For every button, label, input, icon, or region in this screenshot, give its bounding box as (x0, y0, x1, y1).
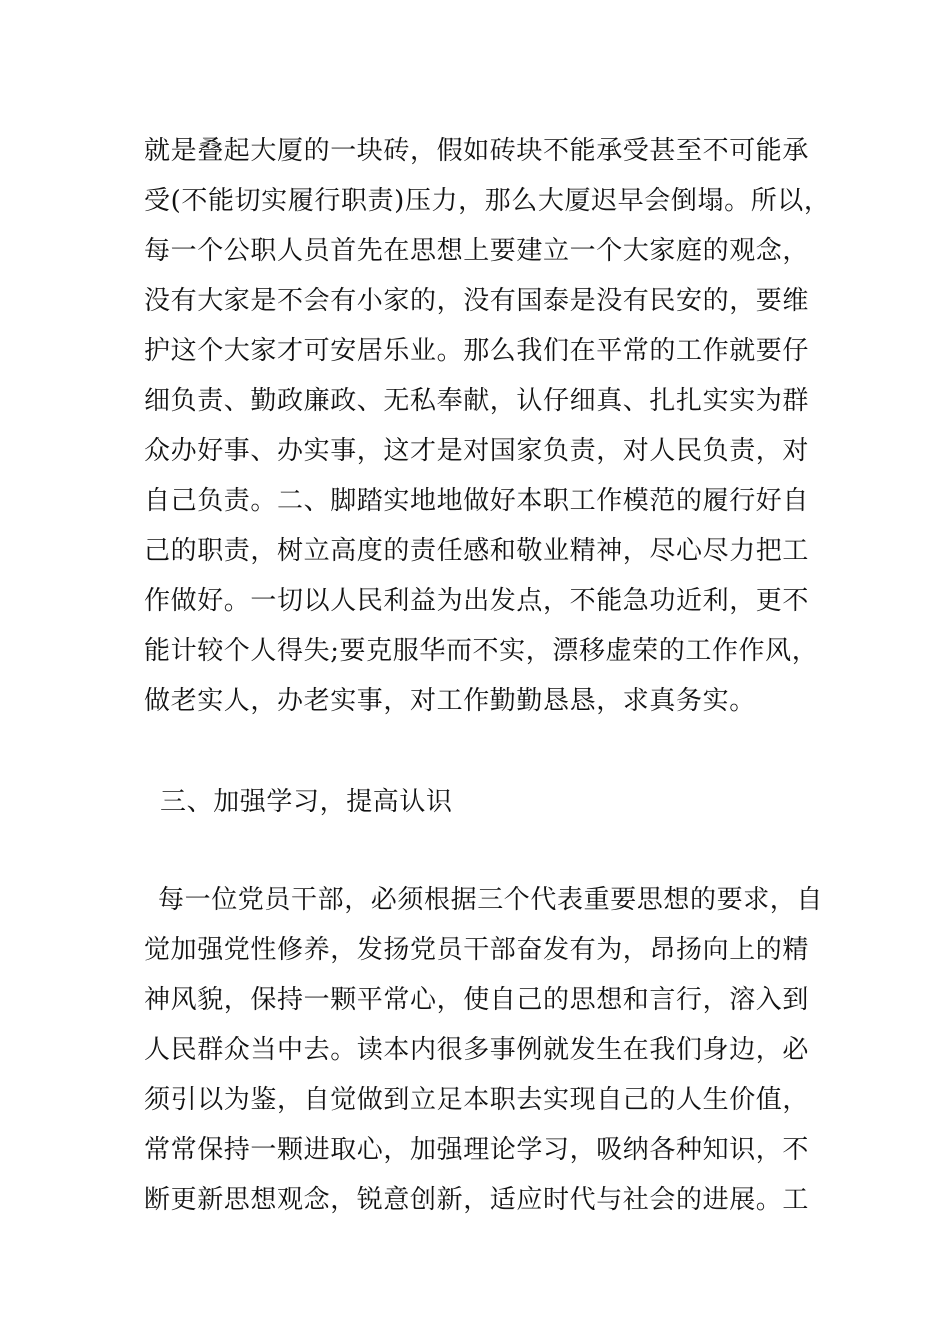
body-text-line: 神风貌，保持一颗平常心，使自己的思想和言行，溶入到 (144, 985, 810, 1015)
body-text-line: 人民群众当中去。读本内很多事例就发生在我们身边，必 (144, 1035, 810, 1065)
body-text-line: 自己负责。二、脚踏实地地做好本职工作模范的履行好自 (144, 486, 810, 516)
body-text-line: 受(不能切实履行职责)压力，那么大厦迟早会倒塌。所以， (144, 186, 831, 216)
body-text-line: 护这个大家才可安居乐业。那么我们在平常的工作就要仔 (144, 336, 810, 366)
body-text-line: 作做好。一切以人民利益为出发点，不能急功近利，更不 (144, 586, 810, 616)
body-text-line: 每一位党员干部，必须根据三个代表重要思想的要求，自 (158, 885, 824, 915)
body-text-line: 没有大家是不会有小家的，没有国泰是没有民安的，要维 (144, 286, 810, 316)
body-text-line: 每一个公职人员首先在思想上要建立一个大家庭的观念， (144, 236, 810, 266)
body-text-line: 细负责、勤政廉政、无私奉献，认仔细真、扎扎实实为群 (144, 386, 810, 416)
body-text-line: 须引以为鉴，自觉做到立足本职去实现自己的人生价值， (144, 1085, 810, 1115)
body-text-line: 觉加强党性修养，发扬党员干部奋发有为，昂扬向上的精 (144, 935, 810, 965)
body-text-line: 能计较个人得失;要克服华而不实，漂移虚荣的工作作风， (144, 636, 819, 666)
body-text-line: 常常保持一颗进取心，加强理论学习，吸纳各种知识，不 (144, 1135, 810, 1165)
body-text-line: 众办好事、办实事，这才是对国家负责，对人民负责，对 (144, 436, 810, 466)
body-text-line: 就是叠起大厦的一块砖，假如砖块不能承受甚至不可能承 (144, 136, 810, 166)
section-heading: 三、加强学习，提高认识 (160, 787, 453, 817)
body-text-line: 做老实人，办老实事，对工作勤勤恳恳，求真务实。 (144, 686, 756, 716)
body-text-line: 己的职责，树立高度的责任感和敬业精神，尽心尽力把工 (144, 536, 810, 566)
body-text-line: 断更新思想观念，锐意创新，适应时代与社会的进展。工 (144, 1185, 810, 1215)
